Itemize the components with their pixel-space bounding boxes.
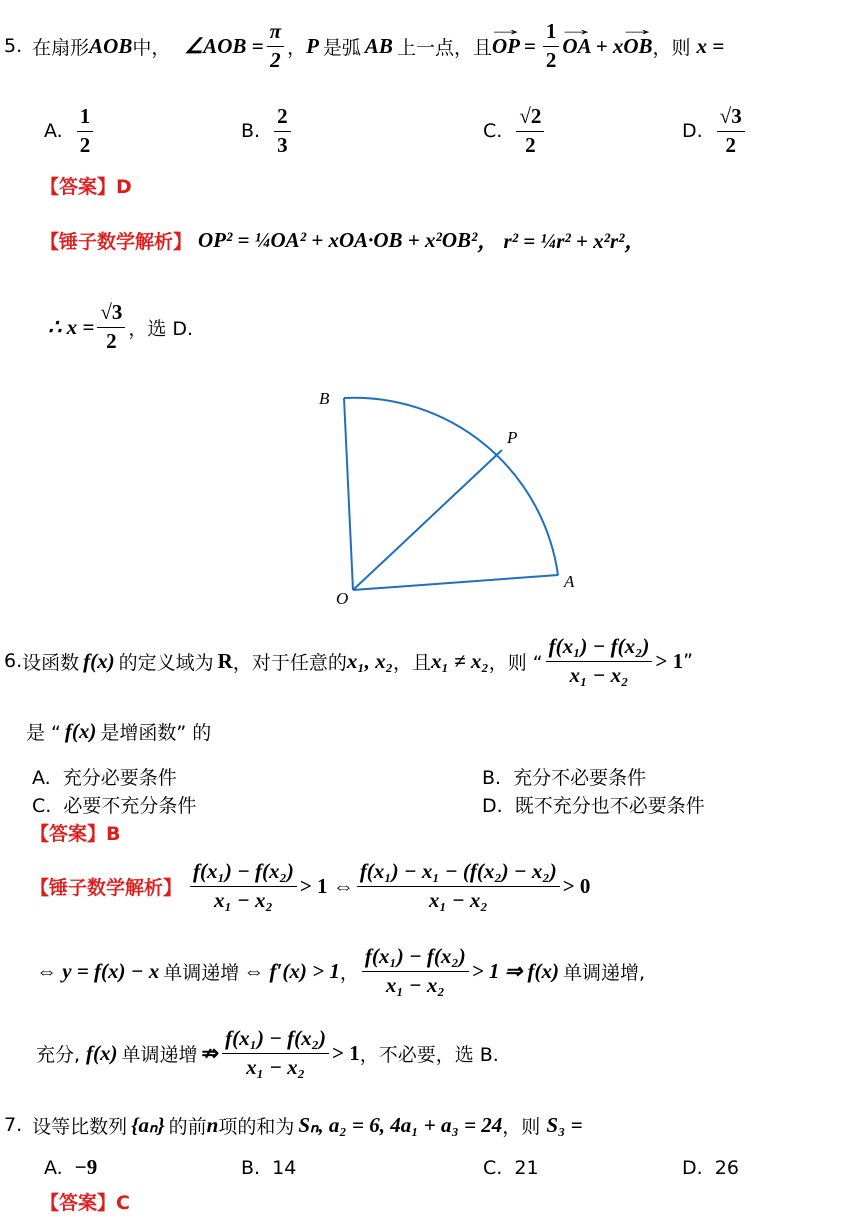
segment-ob bbox=[344, 398, 353, 590]
q6-text-b: 的定义域为 bbox=[118, 651, 214, 674]
q6-fx: f(x) bbox=[83, 648, 115, 673]
q5-plus-x: + x bbox=[595, 33, 624, 58]
q5-vec-op: → OP bbox=[492, 34, 520, 59]
q6-answer: 【答案】B bbox=[30, 823, 121, 845]
q7-condition: Sₙ, a₂ = 6, 4a₁ + a₃ = 24 bbox=[298, 1112, 503, 1137]
q6-number: 6. bbox=[4, 650, 23, 672]
arc-ab bbox=[344, 398, 558, 575]
q6-stem-line2: 是 “ f(x) 是增函数” 的 bbox=[26, 718, 212, 744]
q5-eq: = bbox=[523, 33, 536, 58]
q7-seq: {aₙ} bbox=[131, 1112, 165, 1137]
label-p: P bbox=[507, 428, 518, 447]
q7-number: 7. bbox=[4, 1114, 23, 1136]
q6-option-c: C. 必要不充分条件 bbox=[32, 795, 197, 817]
q5-aob: AOB bbox=[89, 33, 133, 58]
q7-answer: 【答案】C bbox=[40, 1192, 130, 1214]
q5-p: P bbox=[306, 33, 319, 58]
q6-neq: x₁ ≠ x₂ bbox=[431, 648, 489, 673]
q5-conclusion: ∴ x = $\frac{√3}{2}$ ，选 D. bbox=[48, 300, 194, 353]
q6-r: R bbox=[217, 648, 233, 673]
q6-stem: 6. 设函数 f(x) 的定义域为 R ，对于任意的 x₁, x₂ ，且 x₁ ≠ x₂ ，则 “ $\frac{\text{f(x₁) − f(x₂)}}{\text{x₁ − x₂}}$ > 1 ” bbox=[4, 634, 693, 687]
label-o: O bbox=[336, 589, 349, 608]
q6-analysis-line2: ⇔ y = f(x) − x 单调递增 ⇔ f′(x) > 1 ， $\frac{\text{f(x₁) − f(x₂)}}{\text{x₁ − x₂}}$ > 1 ⇒ f(x) 单调递增, bbox=[36, 944, 646, 997]
q6-x1x2: x₁, x₂ bbox=[346, 648, 393, 673]
q6-option-b: B. 充分不必要条件 bbox=[482, 767, 647, 789]
q6-analysis-line3: 充分, f(x) 单调递增 ⇏ $\frac{\text{f(x₁) − f(x₂)}}{\text{x₁ − x₂}}$ > 1 ，不必要，选 B. bbox=[36, 1026, 499, 1079]
q6-gt1: > 1 bbox=[655, 648, 684, 673]
q5-text-b: 中， bbox=[132, 36, 171, 59]
q5-text-d: 上一点，且 bbox=[396, 36, 492, 59]
q5-ab: AB bbox=[364, 33, 393, 58]
q7-option-b: B. 14 bbox=[241, 1157, 297, 1179]
q5-analysis-tag: 【锤子数学解析】 bbox=[40, 230, 193, 253]
q6-close-quote: ” bbox=[683, 650, 693, 672]
label-a: A bbox=[564, 572, 575, 591]
q5-text-c: 是弧 bbox=[322, 36, 361, 59]
q7-option-a: A. −9 bbox=[44, 1155, 98, 1179]
q5-half: $\frac{1}{2}$ bbox=[543, 20, 560, 71]
q5-analysis-eq2: ， r² = ¼r² + x²r²， bbox=[477, 229, 646, 253]
segment-oa bbox=[353, 575, 558, 590]
q5-text-a: 在扇形 bbox=[32, 36, 90, 59]
q5-analysis bbox=[40, 218, 645, 262]
q6-option-a: A. 充分必要条件 bbox=[32, 767, 177, 789]
q7-s3: S₃ = bbox=[546, 1112, 583, 1137]
q5-answer: 【答案】D bbox=[40, 176, 132, 198]
q5-therefore: ∴ x = bbox=[48, 314, 95, 339]
q5-analysis-eq1: OP² = ¼OA² + xOA·OB + x²OB² bbox=[198, 227, 478, 252]
sector-figure bbox=[300, 380, 590, 610]
q5-pi-over-2: $\frac{\pi}{2}$ bbox=[267, 20, 284, 71]
q7-option-c: C. 21 bbox=[483, 1157, 539, 1179]
q5-x-eq: x = bbox=[696, 33, 725, 58]
q5-option-d: D. $\frac{√3}{2}$ bbox=[682, 103, 748, 159]
q5-choose: ，选 D. bbox=[128, 317, 194, 340]
q5-option-a: A. $\frac{1}{2}$ bbox=[44, 103, 96, 159]
q6-text-a: 设函数 bbox=[22, 651, 80, 674]
q6-text-e: ，则 “ bbox=[488, 651, 543, 674]
q7-option-d: D. 26 bbox=[682, 1157, 739, 1179]
q6-option-d: D. 既不充分也不必要条件 bbox=[482, 795, 705, 817]
q5-comma: ， bbox=[287, 36, 307, 59]
q6-analysis-tag: 【锤子数学解析】 bbox=[30, 876, 183, 899]
segment-op bbox=[353, 450, 502, 590]
q5-vec-oa: → OA bbox=[562, 34, 591, 59]
q5-number: 5. bbox=[4, 35, 23, 57]
q5-stem bbox=[4, 19, 725, 72]
q5-angle: ∠AOB = bbox=[184, 33, 264, 58]
q6-text-d: ，且 bbox=[393, 651, 432, 674]
q5-vec-ob: → OB bbox=[623, 34, 652, 59]
q5-text-e: ，则 bbox=[652, 36, 691, 59]
q6-text-c: ，对于任意的 bbox=[232, 651, 347, 674]
q5-option-c: C. $\frac{√2}{2}$ bbox=[483, 103, 547, 159]
q6-analysis-line1: 【锤子数学解析】 $\frac{\text{f(x₁) − f(x₂)}}{\text{x₁ − x₂}}$ > 1 ⇔ $\frac{\text{f(x₁) − x₁ − (f(x₂) − x₂)}}{\text{x₁ − x₂}}$ > 0 bbox=[30, 859, 591, 912]
label-b: B bbox=[319, 389, 330, 408]
q7-stem: 7. 设等比数列 {aₙ} 的前 n 项的和为 Sₙ, a₂ = 6, 4a₁ + a₃ = 24 ，则 S₃ = bbox=[4, 1112, 583, 1138]
q5-option-b: B. $\frac{2}{3}$ bbox=[241, 103, 294, 159]
